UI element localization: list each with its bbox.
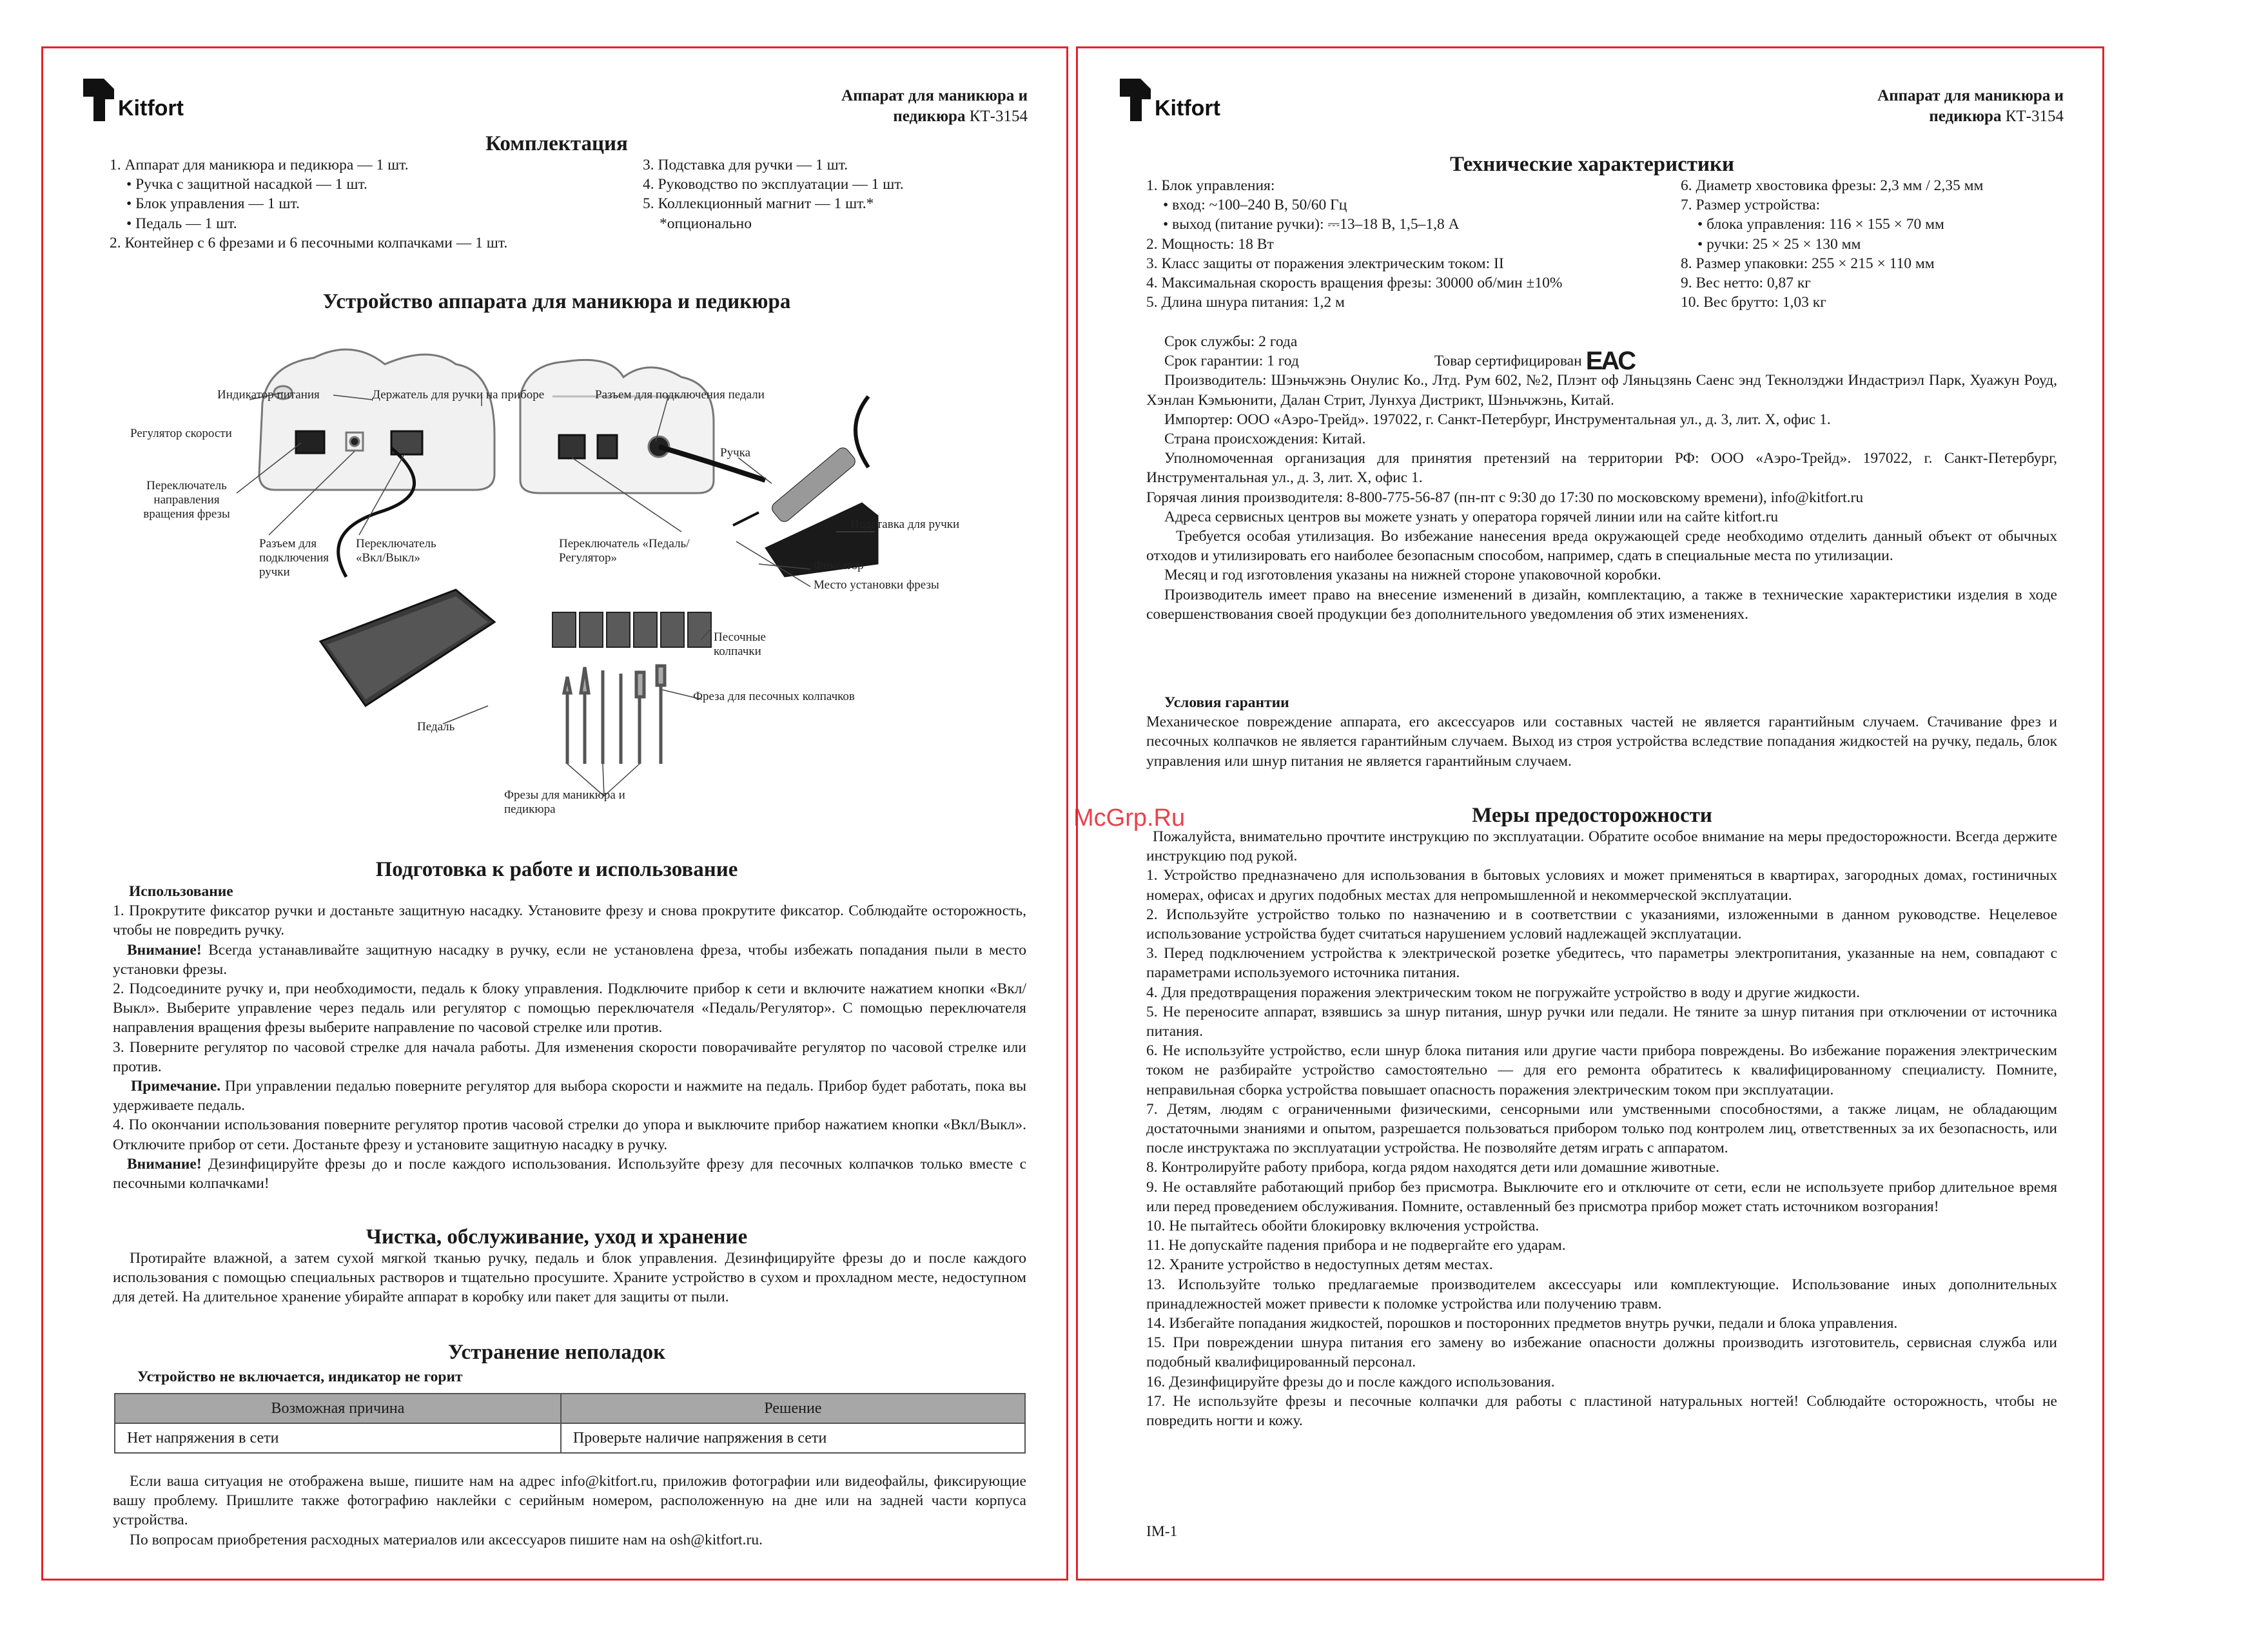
certified-text: Товар сертифицирован xyxy=(1434,353,1582,370)
eac-mark: EAC xyxy=(1585,347,1635,376)
warranty-period: Срок гарантии: 1 год xyxy=(1164,353,1299,370)
label-onoff-switch: Переключатель «Вкл/Выкл» xyxy=(356,537,436,565)
cause-cell: Нет напряжения в сети xyxy=(115,1423,561,1453)
spec-item: 4. Максимальная скорость вращения фрезы: 30000 об/мин ±10% xyxy=(1146,275,1563,292)
label-bit-place: Место установки фрезы xyxy=(814,578,939,592)
prep-step-3: 3. Поверните регулятор по часовой стрелке для начала работы. Для изменения скорости поворачивайте регулятор по часовой стрелке или против. xyxy=(113,1038,1026,1075)
kitfort-logo-icon xyxy=(82,77,115,122)
safety-item: 10. Не пытайтесь обойти блокировку включения устройства. xyxy=(1146,1218,1540,1235)
header-model: КТ-3154 xyxy=(2005,108,2064,125)
care-text: Протирайте влажной, а затем сухой мягкой тканью ручку, педаль и блок управления. Дезинфицируйте фрезы до и после каждого использования с помощью специальных растворов и тщательно просушите. Храните устройство в сухом и прохладном месте, недоступном для детей. На длительное хранение убирайте аппарат в коробку или пакет для защиты от пыли. xyxy=(113,1250,1026,1306)
safety-item: 7. Детям, людям с ограниченными физическими, сенсорными или умственными способностями, а также лицам, не обладающим достаточными знаниями и опытом, разрешается пользоваться прибором только под контролем лиц, ответственных за их безопасность, или после инструктажа по эксплуатации устройства. Не позволяйте детям играть с аппаратом. xyxy=(1146,1100,2057,1157)
safety-intro: Пожалуйста, внимательно прочтите инструкцию по эксплуатации. Обратите особое внимание на меры предосторожности. Всегда держите инструкцию под рукой. xyxy=(1146,828,2057,865)
kitfort-logo-icon xyxy=(1119,77,1152,122)
label-handle: Ручка xyxy=(720,446,750,460)
kitfort-logo xyxy=(82,77,184,122)
prep-title: Подготовка к работе и использование xyxy=(375,858,738,881)
label-cap-bit: Фреза для песочных колпачков xyxy=(693,690,855,703)
manufacturer: Производитель: Шэньчжэнь Онулис Ко., Лтд. Рум 602, №2, Плэнт оф Ляньцзянь Саенс энд Текнолэджи Индастриэл Парк, Хуажун Роуд, Хэнлан Кэмьюнити, Далан Стрит, Лунхуа Дистрикт, Шэньчжэнь, Китай. xyxy=(1146,372,2057,409)
warning-text: Всегда устанавливайте защитную насадку в ручку, если не установлена фреза, чтобы избежать попадания пыли в место установки фрезы. xyxy=(113,941,1026,978)
specs-list-1 xyxy=(1146,176,1662,312)
label-handle-socket: Разъем для подключения ручки xyxy=(259,537,329,579)
header-model: КТ-3154 xyxy=(969,108,1028,125)
warning-label: Внимание! xyxy=(127,941,202,959)
column-header-solution: Решение xyxy=(561,1394,1025,1423)
prep-text xyxy=(113,882,1026,1193)
trouble-subtitle: Устройство не включается, индикатор не горит xyxy=(137,1368,463,1385)
label-speed-regulator: Регулятор скорости xyxy=(130,427,232,440)
safety-item: 4. Для предотвращения поражения электрическим током не погружайте устройство в воду и другие жидкости. xyxy=(1146,984,1860,1001)
header-title: Аппарат для маникюра и xyxy=(1877,87,2064,104)
spec-item: • выход (питание ручки): ⎓13–18 В, 1,5–1,8 А xyxy=(1163,216,1460,233)
watermark: McGrp.Ru xyxy=(1073,804,1186,832)
prep-step-4: 4. По окончании использования поверните регулятор против часовой стрелки до упора и выключите прибор нажатием кнопки «Вкл/Выкл». Отключите прибор от сети. Достаньте фрезу и установите защитную насадку в ручку. xyxy=(113,1116,1026,1153)
service-life: Срок службы: 2 года xyxy=(1164,333,1298,350)
safety-item: 16. Дезинфицируйте фрезы до и после каждого использования. xyxy=(1146,1373,1555,1390)
document-code: IM-1 xyxy=(1146,1523,1178,1540)
warranty-text: Механическое повреждение аппарата, его аксессуаров или составных частей не является гарантийным случаем. Стачивание фрез и песочных колпачков не является гарантийным случаем. Выход из строя устройства вследствие попадания жидкостей на ручку, педаль, блок управления или шнур питания не является гарантийным случаем. xyxy=(1146,714,2057,770)
spec-item: 2. Мощность: 18 Вт xyxy=(1146,235,1274,253)
spec-item: 10. Вес брутто: 1,03 кг xyxy=(1681,294,1826,311)
kit-list-2 xyxy=(643,155,1030,233)
safety-item: 8. Контролируйте работу прибора, когда рядом находятся дети или домашние животные. xyxy=(1146,1159,1720,1176)
trouble-table xyxy=(114,1393,1026,1454)
device-diagram xyxy=(43,319,1070,835)
label-stand: Подставка для ручки xyxy=(850,518,960,531)
label-power-indicator: Индикатор питания xyxy=(217,388,320,402)
trouble-title: Устранение неполадок xyxy=(447,1341,666,1364)
prep-step-2: 2. Подсоедините ручку и, при необходимости, педаль к блоку управления. Подключите прибор к сети и включите нажатием кнопки «Вкл/Выкл». Выберите управление через педаль или регулятор с помощью переключателя «Педаль/Регулятор». С помощью переключателя направления вращения фрезы выберите направление по часовой стрелке или против. xyxy=(113,980,1026,1037)
changes-notice: Производитель имеет право на внесение изменений в дизайн, комплектацию, а также в технические характеристики изделия в ходе совершенствования своей продукции без дополнительного уведомления об этих изменениях. xyxy=(1146,586,2057,623)
header-subtitle: педикюра xyxy=(893,108,966,125)
label-clamp: Фиксатор xyxy=(814,559,864,572)
label-pedal-switch: Переключатель «Педаль/ Регулятор» xyxy=(559,537,690,565)
safety-item: 14. Избегайте попадания жидкостей, порошков и посторонних предметов внутрь ручки, педали и блока управления. xyxy=(1146,1315,1898,1332)
solution-cell: Проверьте наличие напряжения в сети xyxy=(561,1423,1025,1453)
label-direction-switch: Переключатель направления вращения фрезы xyxy=(143,479,230,521)
spec-item: 7. Размер устройства: xyxy=(1681,197,1821,214)
handpiece xyxy=(733,396,878,577)
prep-subtitle: Использование xyxy=(129,883,233,900)
label-bits: Фрезы для маникюра и педикюра xyxy=(504,788,625,816)
kit-item: 1. Аппарат для маникюра и педикюра — 1 шт. xyxy=(110,157,409,173)
kit-note: *опционально xyxy=(660,215,752,232)
safety-item: 3. Перед подключением устройства к электрической розетке убедитесь, что параметры электропитания, указанные на нем, совпадают с параметрами используемого источника питания. xyxy=(1146,945,2057,982)
safety-item: 5. Не переносите аппарат, взявшись за шнур питания, шнур ручки или педали. Не тяните за шнур питания при отключении от источника питания. xyxy=(1146,1003,2057,1040)
warning-label: Внимание! xyxy=(127,1155,202,1173)
warning-text: Дезинфицируйте фрезы до и после каждого использования. Используйте фрезу для песочных колпачков только вместе с песочными колпачками! xyxy=(113,1155,1026,1192)
safety-item: 12. Храните устройство в недоступных детям местах. xyxy=(1146,1256,1493,1274)
kit-item: 2. Контейнер с 6 фрезами и 6 песочными колпачками — 1 шт. xyxy=(110,234,508,251)
safety-item: 13. Используйте только предлагаемые производителем аксессуары или комплектующие. Использование иных дополнительных принадлежностей может привести к поломке устройства или получению травм. xyxy=(1146,1276,2057,1312)
brand-name: Kitfort xyxy=(118,96,184,121)
spec-item: • вход: ~100–240 В, 50/60 Гц xyxy=(1163,197,1347,214)
trouble-supplies-text: По вопросам приобретения расходных материалов или аксессуаров пишите нам на osh@kitfort.ru. xyxy=(130,1531,763,1548)
safety-title: Меры предосторожности xyxy=(1472,804,1712,827)
bits-illustration xyxy=(564,666,665,764)
safety-list xyxy=(1146,827,2057,1430)
column-header-cause: Возможная причина xyxy=(115,1394,561,1423)
device-title: Устройство аппарата для маникюра и педикюра xyxy=(322,290,791,313)
spec-item: 9. Вес нетто: 0,87 кг xyxy=(1681,275,1811,292)
specs-title: Технические характеристики xyxy=(1449,153,1735,176)
kit-item: • Блок управления — 1 шт. xyxy=(126,195,300,213)
page-header xyxy=(1877,86,2064,127)
label-holder: Держатель для ручки на приборе xyxy=(372,388,545,402)
trouble-contact-text: Если ваша ситуация не отображена выше, пишите нам на адрес info@kitfort.ru, приложив фотографии или видеофайлы, фиксирующие вашу проблему. Пришлите также фотографию наклейки с серийным номером, расположенную на дне или на задней части корпуса устройства. xyxy=(113,1473,1026,1529)
kit-title: Комплектация xyxy=(485,132,628,155)
warranty-title: Условия гарантии xyxy=(1164,694,1289,711)
manufacture-date: Месяц и год изготовления указаны на нижней стороне упаковочной коробки. xyxy=(1164,567,1661,584)
kit-item: • Ручка с защитной насадкой — 1 шт. xyxy=(126,176,367,193)
info-block xyxy=(1146,332,2057,624)
spec-item: 5. Длина шнура питания: 1,2 м xyxy=(1146,294,1345,311)
specs-list-2 xyxy=(1681,176,2068,312)
table-row xyxy=(115,1423,1025,1453)
safety-item: 2. Используйте устройство только по назначению и в соответствии с указаниями, изложенными в данном руководстве. Нецелевое использование устройства будет считаться нарушением условий надлежащей эксплуатации. xyxy=(1146,906,2057,943)
disposal: Требуется особая утилизация. Во избежание нанесения вреда окружающей среде необходимо отделить данный объект от обычных отходов и утилизировать его наиболее безопасным способом, например, сдать в специальные места по утилизации. xyxy=(1146,528,2057,565)
safety-item: 11. Не допускайте падения прибора и не подвергайте его ударам. xyxy=(1146,1237,1566,1254)
control-unit-front xyxy=(259,349,494,490)
kit-item: 4. Руководство по эксплуатации — 1 шт. xyxy=(643,176,904,193)
spec-item: 3. Класс защиты от поражения электрическим током: II xyxy=(1146,255,1504,272)
spec-item: 6. Диаметр хвостовика фрезы: 2,3 мм / 2,35 мм xyxy=(1681,177,1984,194)
warranty-block xyxy=(1146,693,2057,771)
safety-item: 9. Не оставляйте работающий прибор без присмотра. Выключите его и отключите от сети, если не используете прибор длительное время или перед проведением обслуживания. Помните, оставленный без присмотра прибор может стать источником возгорания! xyxy=(1146,1178,2057,1215)
kit-item: 5. Коллекционный магнит — 1 шт.* xyxy=(643,195,874,213)
trouble-contact xyxy=(113,1472,1026,1550)
header-subtitle: педикюра xyxy=(1929,108,2002,125)
spec-item: 8. Размер упаковки: 255 × 215 × 110 мм xyxy=(1681,255,1935,272)
hotline: Горячая линия производителя: 8-800-775-56-87 (пн-пт с 9:30 до 17:30 по московскому времени), info@kitfort.ru xyxy=(1146,489,1864,506)
sand-caps-illustration xyxy=(552,612,711,647)
kit-list-1 xyxy=(110,155,664,253)
page-header xyxy=(841,86,1028,127)
spec-item: • блока управления: 116 × 155 × 70 мм xyxy=(1697,216,1944,233)
note-label: Примечание. xyxy=(131,1078,221,1095)
spec-item: • ручки: 25 × 25 × 130 мм xyxy=(1697,235,1861,253)
control-unit-back xyxy=(520,360,765,493)
kit-item: • Педаль — 1 шт. xyxy=(126,215,237,232)
kitfort-logo xyxy=(1119,77,1220,122)
spec-item: 1. Блок управления: xyxy=(1146,177,1275,194)
care-title: Чистка, обслуживание, уход и хранение xyxy=(366,1225,748,1249)
brand-name: Kitfort xyxy=(1155,96,1220,121)
origin: Страна происхождения: Китай. xyxy=(1164,431,1366,448)
left-page xyxy=(41,46,1068,1581)
prep-step-1: 1. Прокрутите фиксатор ручки и достаньте защитную насадку. Установите фрезу и снова прокрутите фиксатор. Соблюдайте осторожность, чтобы не повредить ручку. xyxy=(113,902,1026,939)
safety-item: 15. При повреждении шнура питания его замену во избежание опасности должны производить изготовитель, сервисная служба или подобный квалифицированный персонал. xyxy=(1146,1334,2057,1371)
safety-item: 1. Устройство предназначено для использования в бытовых условиях и может применяться в квартирах, загородных домах, гостиничных номерах, офисах и других подобных местах для непромышленной и некоммерческой эксплуатации. xyxy=(1146,867,2057,904)
kit-item: 3. Подставка для ручки — 1 шт. xyxy=(643,157,848,173)
note-text: При управлении педалью поверните регулятор для выбора скорости и нажмите на педаль. Прибор будет работать, пока вы удерживаете педаль. xyxy=(113,1078,1026,1115)
authorized-org: Уполномоченная организация для принятия претензий на территории РФ: ООО «Аэро-Трейд». 197022, г. Санкт-Петербург, Инструментальная ул., д. 3, лит. Х, офис 1. xyxy=(1146,450,2057,487)
label-sand-caps: Песочные колпачки xyxy=(714,630,766,658)
right-page xyxy=(1076,46,2104,1581)
service-centers: Адреса сервисных центров вы можете узнать у оператора горячей линии или на сайте kitfort.ru xyxy=(1164,508,1779,525)
safety-item: 17. Не используйте фрезы и песочные колпачки для работы с пластиной натуральных ногтей! Соблюдайте осторожность, чтобы не повредить ногти и кожу. xyxy=(1146,1392,2057,1430)
label-pedal-socket: Разъем для подключения педали xyxy=(595,388,765,402)
label-pedal: Педаль xyxy=(417,720,455,734)
header-title: Аппарат для маникюра и xyxy=(841,87,1028,104)
importer: Импортер: ООО «Аэро-Трейд». 197022, г. Санкт-Петербург, Инструментальная ул., д. 3, лит. Х, офис 1. xyxy=(1164,411,1831,428)
safety-item: 6. Не используйте устройство, если шнур блока питания или другие части прибора повреждены. Во избежание поражения электрическим током не разбирайте устройство самостоятельно — для его ремонта обратитесь к квалифицированному специалисту. Помните, неправильная сборка устройства повышает опасность поражения электрическим током при эксплуатации. xyxy=(1146,1042,2057,1098)
